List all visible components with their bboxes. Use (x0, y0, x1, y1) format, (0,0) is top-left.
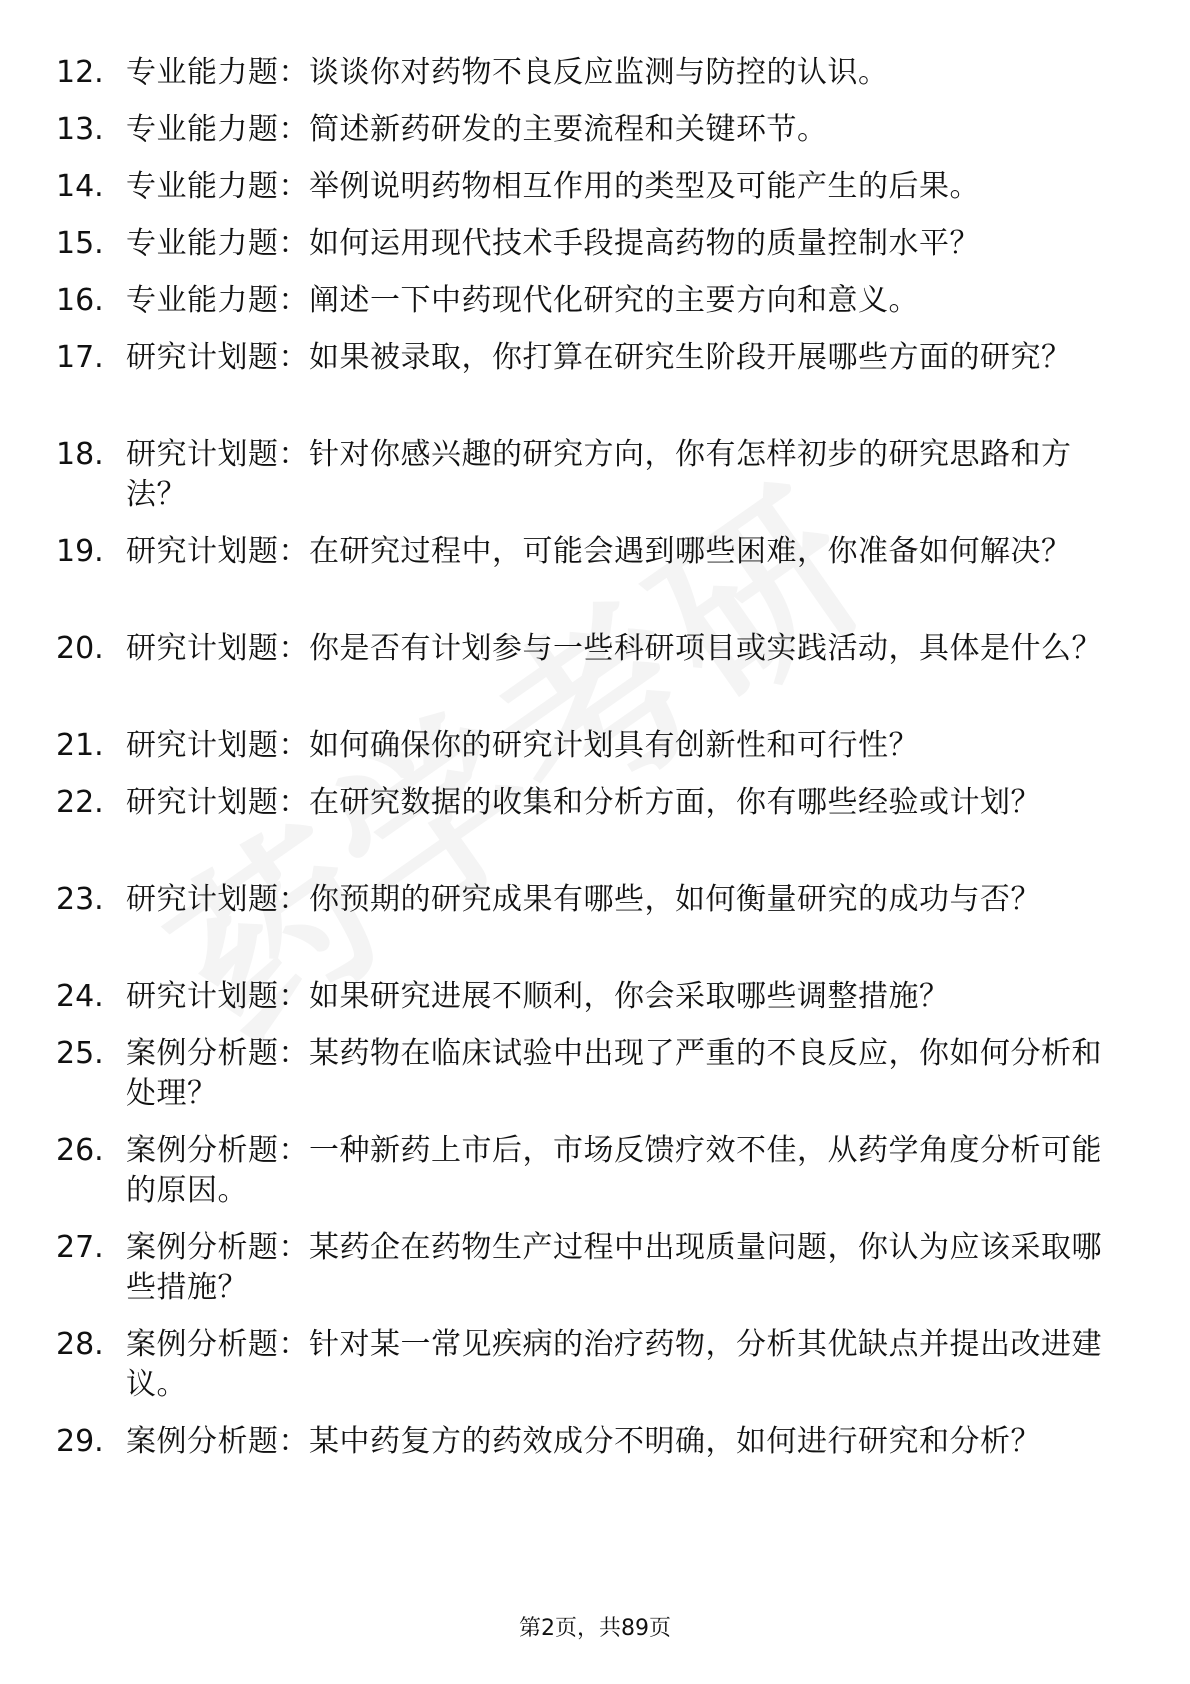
question-category: 研究计划题： (126, 340, 309, 375)
question-category: 研究计划题： (126, 785, 309, 820)
question-body: 在研究过程中，可能会遇到哪些困难，你准备如何解决？ (309, 534, 1072, 569)
question-category: 专业能力题： (126, 226, 309, 261)
question-item (0, 1131, 1190, 1228)
question-category: 专业能力题： (126, 112, 309, 147)
question-item (0, 338, 1190, 435)
question-body: 你是否有计划参与一些科研项目或实践活动，具体是什么？ (309, 631, 1102, 666)
question-body: 针对某一常见疾病的治疗药物，分析其优缺点并提出改进建议。 (126, 1327, 1102, 1402)
question-item (0, 1422, 1190, 1519)
question-number: 16. (56, 283, 104, 318)
question-text (126, 224, 1126, 264)
question-item (0, 629, 1190, 726)
question-category: 案例分析题： (126, 1230, 309, 1265)
question-category: 专业能力题： (126, 55, 309, 90)
question-text (126, 435, 1126, 515)
question-category: 研究计划题： (126, 979, 309, 1014)
question-category: 研究计划题： (126, 728, 309, 763)
question-number: 13. (56, 112, 104, 147)
question-number: 27. (56, 1230, 104, 1265)
question-text (126, 110, 1126, 150)
question-number: 29. (56, 1424, 104, 1459)
question-number: 20. (56, 631, 104, 666)
question-text (126, 629, 1126, 669)
question-number: 26. (56, 1133, 104, 1168)
question-category: 专业能力题： (126, 169, 309, 204)
question-text (126, 1422, 1126, 1462)
question-body: 如果研究进展不顺利，你会采取哪些调整措施？ (309, 979, 950, 1014)
question-item (0, 53, 1190, 110)
question-category: 研究计划题： (126, 631, 309, 666)
question-text (126, 281, 1126, 321)
question-number: 18. (56, 437, 104, 472)
question-text (126, 1228, 1126, 1308)
question-body: 简述新药研发的主要流程和关键环节。 (309, 112, 828, 147)
question-number: 14. (56, 169, 104, 204)
question-item (0, 224, 1190, 281)
question-body: 如何运用现代技术手段提高药物的质量控制水平？ (309, 226, 980, 261)
question-body: 某中药复方的药效成分不明确，如何进行研究和分析？ (309, 1424, 1041, 1459)
question-number: 17. (56, 340, 104, 375)
question-category: 案例分析题： (126, 1327, 309, 1362)
question-text (126, 338, 1126, 378)
question-number: 12. (56, 55, 104, 90)
question-category: 案例分析题： (126, 1133, 309, 1168)
question-number: 15. (56, 226, 104, 261)
question-list (0, 53, 1190, 1519)
question-item (0, 435, 1190, 532)
question-item (0, 532, 1190, 629)
question-category: 专业能力题： (126, 283, 309, 318)
question-category: 案例分析题： (126, 1424, 309, 1459)
question-category: 研究计划题： (126, 437, 309, 472)
question-body: 如果被录取，你打算在研究生阶段开展哪些方面的研究？ (309, 340, 1072, 375)
question-body: 在研究数据的收集和分析方面，你有哪些经验或计划？ (309, 785, 1041, 820)
question-body: 阐述一下中药现代化研究的主要方向和意义。 (309, 283, 919, 318)
question-text (126, 977, 1126, 1017)
question-text (126, 726, 1126, 766)
question-number: 21. (56, 728, 104, 763)
question-body: 举例说明药物相互作用的类型及可能产生的后果。 (309, 169, 980, 204)
question-text (126, 1034, 1126, 1114)
question-item (0, 880, 1190, 977)
question-number: 28. (56, 1327, 104, 1362)
question-text (126, 783, 1126, 823)
question-item (0, 726, 1190, 783)
page-footer: 第2页，共89页 (519, 1616, 671, 1641)
question-item (0, 977, 1190, 1034)
question-item (0, 1325, 1190, 1422)
question-number: 24. (56, 979, 104, 1014)
question-body: 某药物在临床试验中出现了严重的不良反应，你如何分析和处理？ (126, 1036, 1102, 1111)
question-body: 你预期的研究成果有哪些，如何衡量研究的成功与否？ (309, 882, 1041, 917)
question-category: 研究计划题： (126, 882, 309, 917)
question-number: 23. (56, 882, 104, 917)
question-text (126, 1325, 1126, 1405)
question-text (126, 167, 1126, 207)
question-number: 22. (56, 785, 104, 820)
question-item (0, 110, 1190, 167)
question-body: 如何确保你的研究计划具有创新性和可行性？ (309, 728, 919, 763)
question-item (0, 281, 1190, 338)
question-item (0, 783, 1190, 880)
question-item (0, 167, 1190, 224)
question-body: 一种新药上市后，市场反馈疗效不佳，从药学角度分析可能的原因。 (126, 1133, 1102, 1208)
question-body: 谈谈你对药物不良反应监测与防控的认识。 (309, 55, 889, 90)
question-category: 案例分析题： (126, 1036, 309, 1071)
question-number: 19. (56, 534, 104, 569)
question-item (0, 1228, 1190, 1325)
question-text (126, 532, 1126, 572)
question-text (126, 53, 1126, 93)
question-text (126, 880, 1126, 920)
question-item (0, 1034, 1190, 1131)
question-category: 研究计划题： (126, 534, 309, 569)
question-text (126, 1131, 1126, 1211)
question-body: 某药企在药物生产过程中出现质量问题，你认为应该采取哪些措施？ (126, 1230, 1102, 1305)
question-body: 针对你感兴趣的研究方向，你有怎样初步的研究思路和方法？ (126, 437, 1072, 512)
question-number: 25. (56, 1036, 104, 1071)
